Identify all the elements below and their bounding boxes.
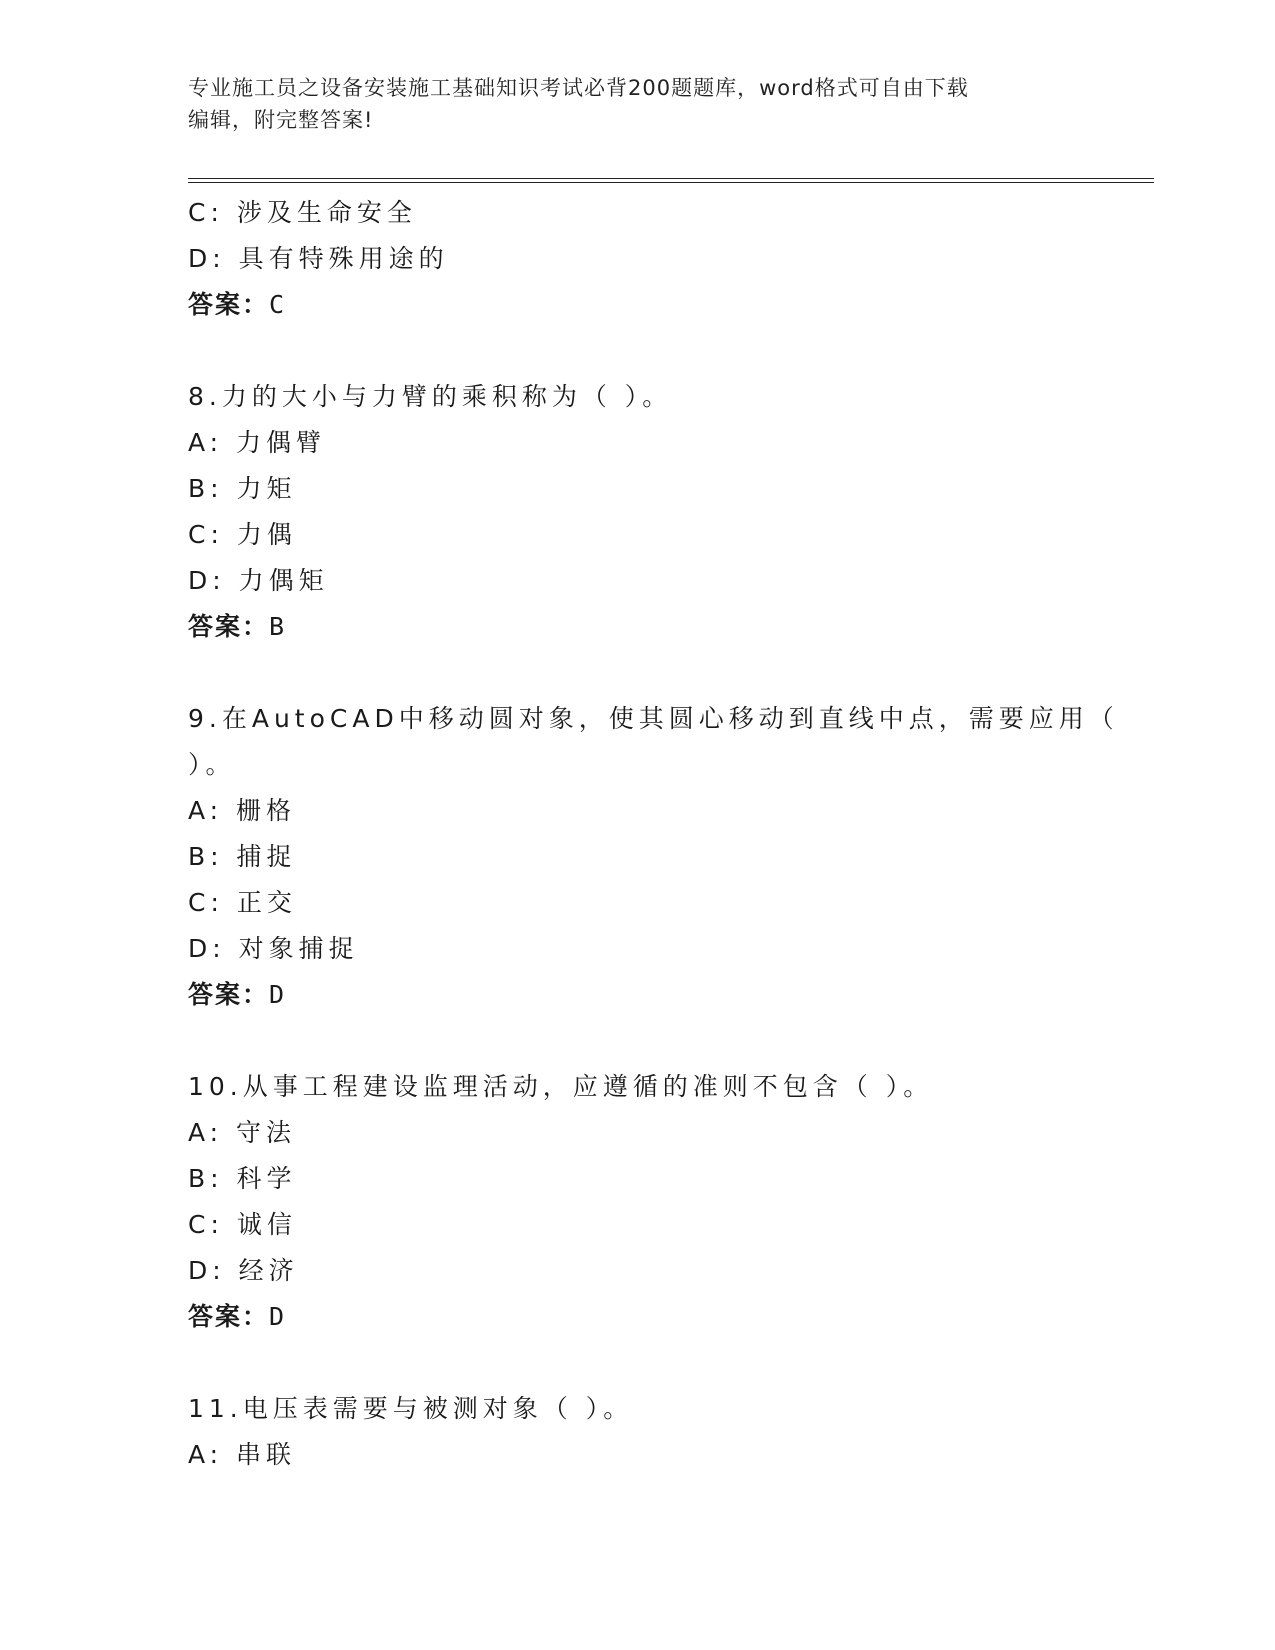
option-b: B: 捕捉 bbox=[188, 842, 297, 871]
answer-line bbox=[188, 972, 1148, 1018]
answer-label: 答案： bbox=[188, 612, 270, 641]
header-double-rule bbox=[188, 178, 1154, 183]
answer-value: D bbox=[269, 1302, 287, 1331]
answer-line bbox=[188, 604, 1148, 650]
option-b: B: 科学 bbox=[188, 1164, 297, 1193]
option-a: A: 串联 bbox=[188, 1440, 297, 1469]
question-list bbox=[188, 190, 1148, 1478]
option-d: D: 对象捕捉 bbox=[188, 934, 359, 963]
question-9 bbox=[188, 696, 1148, 1018]
option-c: C: 诚信 bbox=[188, 1210, 297, 1239]
question-10 bbox=[188, 1064, 1148, 1340]
question-7-continued bbox=[188, 190, 1148, 328]
option-d: D: 具有特殊用途的 bbox=[188, 244, 449, 273]
answer-value: C bbox=[269, 290, 287, 319]
header-title-line-1: 专业施工员之设备安装施工基础知识考试必背200题题库，word格式可自由下载 bbox=[188, 76, 969, 100]
answer-value: D bbox=[269, 980, 287, 1009]
question-stem-line-2: ）。 bbox=[188, 750, 236, 779]
option-d: D: 经济 bbox=[188, 1256, 299, 1285]
answer-line bbox=[188, 282, 1148, 328]
answer-line bbox=[188, 1294, 1148, 1340]
question-8 bbox=[188, 374, 1148, 650]
option-a: A: 守法 bbox=[188, 1118, 297, 1147]
option-c: C: 正交 bbox=[188, 888, 297, 917]
document-header bbox=[188, 72, 1088, 136]
answer-label: 答案： bbox=[188, 1302, 270, 1331]
option-a: A: 栅格 bbox=[188, 796, 297, 825]
option-a: A: 力偶臂 bbox=[188, 428, 327, 457]
question-stem: 10.从事工程建设监理活动，应遵循的准则不包含（ ）。 bbox=[188, 1072, 934, 1101]
option-c: C: 力偶 bbox=[188, 520, 297, 549]
header-title-line-2: 编辑，附完整答案! bbox=[188, 108, 374, 132]
answer-label: 答案： bbox=[188, 290, 270, 319]
option-c: C: 涉及生命安全 bbox=[188, 198, 417, 227]
answer-label: 答案： bbox=[188, 980, 270, 1009]
option-b: B: 力矩 bbox=[188, 474, 297, 503]
question-stem: 8.力的大小与力臂的乘积称为（ ）。 bbox=[188, 382, 673, 411]
question-stem-line-1: 9.在AutoCAD中移动圆对象，使其圆心移动到直线中点，需要应用（ bbox=[188, 704, 1119, 733]
answer-value: B bbox=[269, 612, 287, 641]
option-d: D: 力偶矩 bbox=[188, 566, 329, 595]
question-11 bbox=[188, 1386, 1148, 1478]
question-stem: 11.电压表需要与被测对象（ ）。 bbox=[188, 1394, 634, 1423]
